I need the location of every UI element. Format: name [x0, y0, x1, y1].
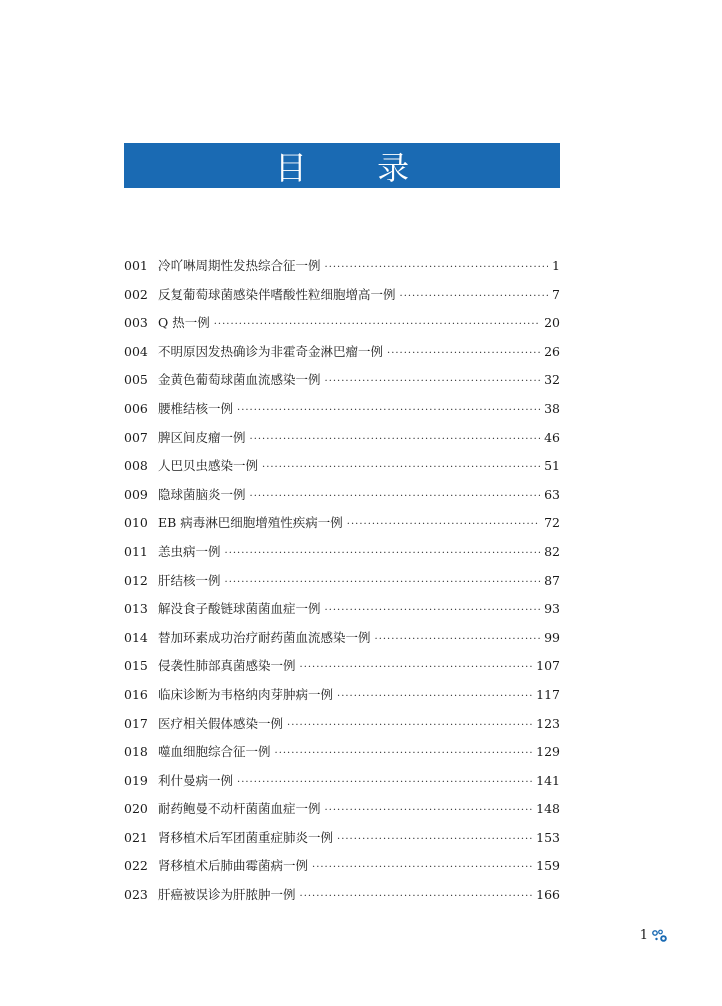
toc-entry[interactable]	[124, 767, 560, 796]
toc-entry-number: 001	[124, 258, 148, 273]
toc-entry-title: 侵袭性肺部真菌感染一例	[158, 658, 296, 674]
toc-entry-title: 解没食子酸链球菌菌血症一例	[158, 601, 321, 617]
toc-entry-number: 014	[124, 629, 148, 645]
toc-entry-number: 009	[124, 486, 148, 502]
table-of-contents	[124, 252, 560, 910]
toc-entry-title: 肾移植术后军团菌重症肺炎一例	[158, 829, 334, 845]
toc-entry[interactable]	[124, 881, 560, 910]
toc-entry-number: 018	[124, 744, 148, 760]
toc-entry-page: 93	[544, 601, 560, 617]
toc-leader-dots	[337, 826, 532, 855]
toc-entry-number: 011	[124, 543, 148, 559]
toc-entry[interactable]	[124, 738, 560, 767]
toc-entry-number: 012	[124, 572, 148, 588]
toc-title-bar	[124, 143, 560, 188]
toc-entry-page: 1	[552, 258, 560, 273]
toc-entry-page: 129	[536, 744, 560, 760]
toc-entry-page: 99	[544, 629, 560, 645]
toc-entry-title: 脾区间皮瘤一例	[158, 429, 246, 445]
toc-entry-number: 022	[124, 858, 148, 874]
toc-entry-title: 耐药鲍曼不动杆菌菌血症一例	[158, 801, 321, 817]
toc-leader-dots	[225, 540, 541, 569]
page-footer	[640, 928, 668, 943]
toc-entry[interactable]	[124, 652, 560, 681]
toc-entry-title: 反复葡萄球菌感染伴嗜酸性粒细胞增高一例	[158, 286, 396, 302]
toc-leader-dots	[337, 683, 532, 712]
toc-leader-dots	[312, 854, 532, 883]
toc-entry-title: 恙虫病一例	[158, 543, 221, 559]
toc-entry-page: 20	[544, 315, 560, 331]
toc-entry[interactable]	[124, 595, 560, 624]
toc-entry-number: 010	[124, 515, 148, 531]
toc-entry-page: 159	[536, 858, 560, 874]
toc-leader-dots	[237, 769, 532, 798]
toc-leader-dots	[262, 454, 540, 483]
toc-entry-page: 38	[544, 400, 560, 416]
toc-entry-number: 005	[124, 372, 148, 388]
toc-entry[interactable]	[124, 710, 560, 739]
toc-entry-number: 023	[124, 887, 148, 903]
toc-leader-dots	[300, 883, 533, 912]
toc-leader-dots	[225, 569, 541, 598]
toc-entry[interactable]	[124, 452, 560, 481]
toc-entry-number: 013	[124, 601, 148, 617]
toc-entry[interactable]	[124, 681, 560, 710]
toc-entry-page: 141	[536, 772, 560, 788]
toc-entry-title: 医疗相关假体感染一例	[158, 715, 284, 731]
toc-entry-title: 噬血细胞综合征一例	[158, 744, 271, 760]
toc-entry-title: EB 病毒淋巴细胞增殖性疾病一例	[158, 515, 343, 531]
toc-leader-dots	[237, 397, 540, 426]
toc-leader-dots	[325, 254, 549, 283]
page-title: 目 录	[274, 148, 440, 187]
toc-entry-title: 临床诊断为韦格纳肉芽肿病一例	[158, 686, 334, 702]
toc-entry-number: 003	[124, 315, 148, 331]
toc-entry-page: 166	[536, 887, 560, 903]
toc-entry-number: 007	[124, 429, 148, 445]
toc-entry-title: 人巴贝虫感染一例	[158, 458, 259, 474]
toc-entry-number: 004	[124, 343, 148, 359]
toc-entry-page: 7	[552, 286, 560, 302]
toc-entry-page: 123	[536, 715, 560, 731]
toc-entry-title: 肾移植术后肺曲霉菌病一例	[158, 858, 309, 874]
toc-entry-number: 006	[124, 400, 148, 416]
toc-leader-dots	[387, 340, 540, 369]
toc-entry-page: 153	[536, 829, 560, 845]
toc-entry[interactable]	[124, 338, 560, 367]
toc-entry-title: 隐球菌脑炎一例	[158, 486, 246, 502]
toc-entry[interactable]	[124, 481, 560, 510]
toc-entry-page: 87	[544, 572, 560, 588]
toc-entry-title: 腰椎结核一例	[158, 400, 234, 416]
toc-entry-title: 肝癌被误诊为肝脓肿一例	[158, 887, 296, 903]
toc-entry-page: 26	[544, 343, 560, 359]
toc-entry[interactable]	[124, 567, 560, 596]
toc-entry-title: 肝结核一例	[158, 572, 221, 588]
toc-entry[interactable]	[124, 424, 560, 453]
toc-entry-number: 008	[124, 458, 148, 474]
toc-entry-title: 替加环素成功治疗耐药菌血流感染一例	[158, 629, 371, 645]
toc-entry-page: 82	[544, 543, 560, 559]
toc-entry-page: 63	[544, 486, 560, 502]
page-number: 1	[639, 928, 648, 943]
toc-entry[interactable]	[124, 509, 560, 538]
toc-leader-dots	[400, 283, 549, 312]
toc-leader-dots	[300, 654, 533, 683]
toc-entry-page: 72	[544, 515, 560, 531]
toc-entry-page: 117	[536, 686, 560, 702]
toc-entry[interactable]	[124, 252, 560, 281]
toc-entry-page: 148	[536, 801, 560, 817]
toc-entry[interactable]	[124, 824, 560, 853]
toc-entry-number: 017	[124, 715, 148, 731]
toc-leader-dots	[250, 483, 541, 512]
toc-leader-dots	[347, 511, 540, 540]
toc-entry[interactable]	[124, 281, 560, 310]
toc-entry-number: 021	[124, 829, 148, 845]
toc-leader-dots	[250, 426, 541, 455]
toc-entry-title: 冷吖啉周期性发热综合征一例	[158, 258, 321, 273]
decorative-bubbles-icon	[652, 929, 668, 943]
toc-entry[interactable]	[124, 366, 560, 395]
toc-leader-dots	[287, 712, 532, 741]
toc-entry[interactable]	[124, 852, 560, 881]
toc-entry[interactable]	[124, 538, 560, 567]
toc-entry[interactable]	[124, 795, 560, 824]
toc-leader-dots	[375, 626, 541, 655]
toc-entry[interactable]	[124, 395, 560, 424]
toc-entry[interactable]	[124, 309, 560, 338]
toc-entry-title: 金黄色葡萄球菌血流感染一例	[158, 372, 321, 388]
toc-entry-number: 015	[124, 658, 148, 674]
toc-entry-title: Q 热一例	[158, 315, 210, 331]
toc-entry-number: 002	[124, 286, 148, 302]
toc-entry-title: 利什曼病一例	[158, 772, 234, 788]
toc-leader-dots	[275, 740, 533, 769]
toc-entry-page: 107	[536, 658, 560, 674]
toc-entry[interactable]	[124, 624, 560, 653]
toc-entry-page: 51	[544, 458, 560, 474]
toc-entry-number: 020	[124, 801, 148, 817]
toc-entry-page: 32	[544, 372, 560, 388]
toc-leader-dots	[325, 797, 533, 826]
toc-entry-number: 019	[124, 772, 148, 788]
toc-entry-title: 不明原因发热确诊为非霍奇金淋巴瘤一例	[158, 343, 384, 359]
toc-entry-page: 46	[544, 429, 560, 445]
toc-leader-dots	[214, 311, 540, 340]
toc-entry-number: 016	[124, 686, 148, 702]
toc-leader-dots	[325, 597, 541, 626]
toc-leader-dots	[325, 368, 541, 397]
